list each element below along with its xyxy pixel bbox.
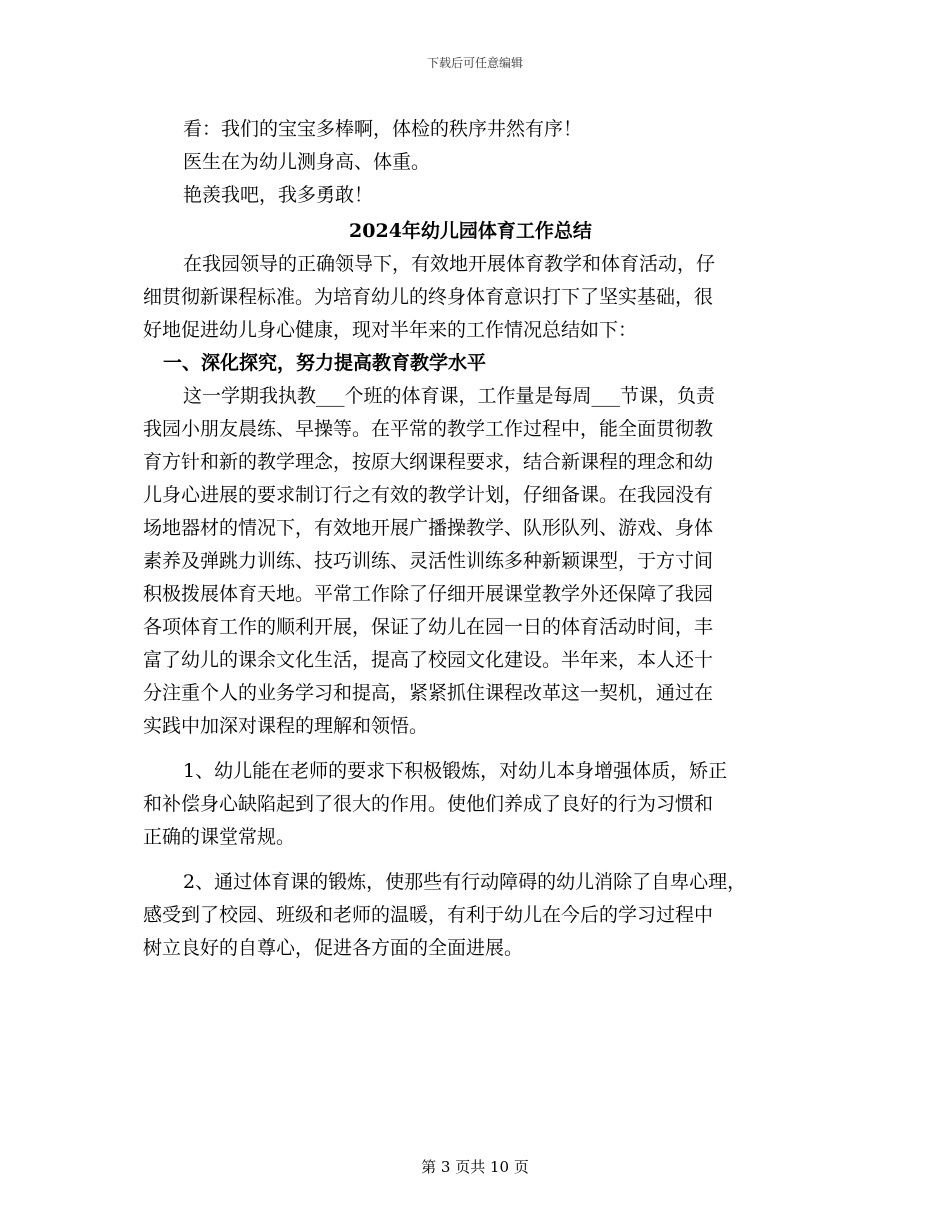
paragraph-line: 各项体育工作的顺利开展，保证了幼儿在园一日的体育活动时间，丰 bbox=[143, 616, 714, 638]
paragraph-line: 细贯彻新课程标准。为培育幼儿的终身体育意识打下了坚实基础，很 bbox=[143, 286, 714, 308]
paragraph-line: 场地器材的情况下，有效地开展广播操教学、队形队列、游戏、身体 bbox=[143, 517, 714, 539]
paragraph-4 bbox=[143, 866, 798, 965]
intro-line: 医生在为幼儿测身高、体重。 bbox=[183, 151, 431, 173]
paragraph-line: 在我园领导的正确领导下，有效地开展体育教学和体育活动，仔 bbox=[183, 253, 716, 275]
page-footer: 第 3 页共 10 页 bbox=[421, 1158, 529, 1176]
paragraph-line: 富了幼儿的课余文化生活，提高了校园文化建设。半年来，本人还十 bbox=[143, 649, 714, 671]
paragraph-line: 育方针和新的教学理念，按原大纲课程要求，结合新课程的理念和幼 bbox=[143, 451, 714, 473]
intro-line: 艳羡我吧，我多勇敢！ bbox=[183, 184, 374, 206]
paragraph-line: 素养及弹跳力训练、技巧训练、灵活性训练多种新颖课型，于方寸间 bbox=[143, 550, 714, 572]
paragraph-line: 树立良好的自尊心，促进各方面的全面进展。 bbox=[143, 937, 524, 959]
paragraph-line: 积极拨展体育天地。平常工作除了仔细开展课堂教学外还保障了我园 bbox=[143, 583, 714, 605]
document-body bbox=[143, 113, 798, 965]
paragraph-2 bbox=[143, 380, 798, 743]
paragraph-line: 好地促进幼儿身心健康，现对半年来的工作情况总结如下： bbox=[143, 319, 638, 341]
paragraph-line: 这一学期我执教___个班的体育课，工作量是每周___节课，负责 bbox=[183, 385, 716, 407]
page-header: 下载后可任意编辑 bbox=[426, 56, 523, 70]
paragraph-line: 和补偿身心缺陷起到了很大的作用。使他们养成了良好的行为习惯和 bbox=[143, 793, 714, 815]
paragraph-line: 实践中加深对课程的理解和领悟。 bbox=[143, 715, 429, 737]
paragraph-line: 分注重个人的业务学习和提高，紧紧抓住课程改革这一契机，通过在 bbox=[143, 682, 714, 704]
paragraph-line: 感受到了校园、班级和老师的温暖，有利于幼儿在今后的学习过程中 bbox=[143, 904, 714, 926]
intro-block bbox=[143, 113, 798, 212]
section-heading: 一、深化探究，努力提高教育教学水平 bbox=[163, 352, 487, 374]
paragraph-line: 正确的课堂常规。 bbox=[143, 826, 296, 848]
paragraph-1 bbox=[143, 248, 798, 347]
paragraph-line: 我园小朋友晨练、早操等。在平常的教学工作过程中，能全面贯彻教 bbox=[143, 418, 714, 440]
document-title: 2024年幼儿园体育工作总结 bbox=[349, 220, 592, 242]
paragraph-3 bbox=[143, 755, 798, 854]
paragraph-spacer bbox=[143, 854, 798, 866]
paragraph-line: 1、幼儿能在老师的要求下积极锻炼，对幼儿本身增强体质，矫正 bbox=[183, 760, 728, 782]
paragraph-spacer bbox=[143, 743, 798, 755]
paragraph-line: 儿身心进展的要求制订行之有效的教学计划，仔细备课。在我园没有 bbox=[143, 484, 714, 506]
intro-line: 看：我们的宝宝多棒啊，体检的秩序井然有序！ bbox=[183, 118, 583, 140]
paragraph-line: 2、通过体育课的锻炼，使那些有行动障碍的幼儿消除了自卑心理， bbox=[183, 871, 747, 893]
